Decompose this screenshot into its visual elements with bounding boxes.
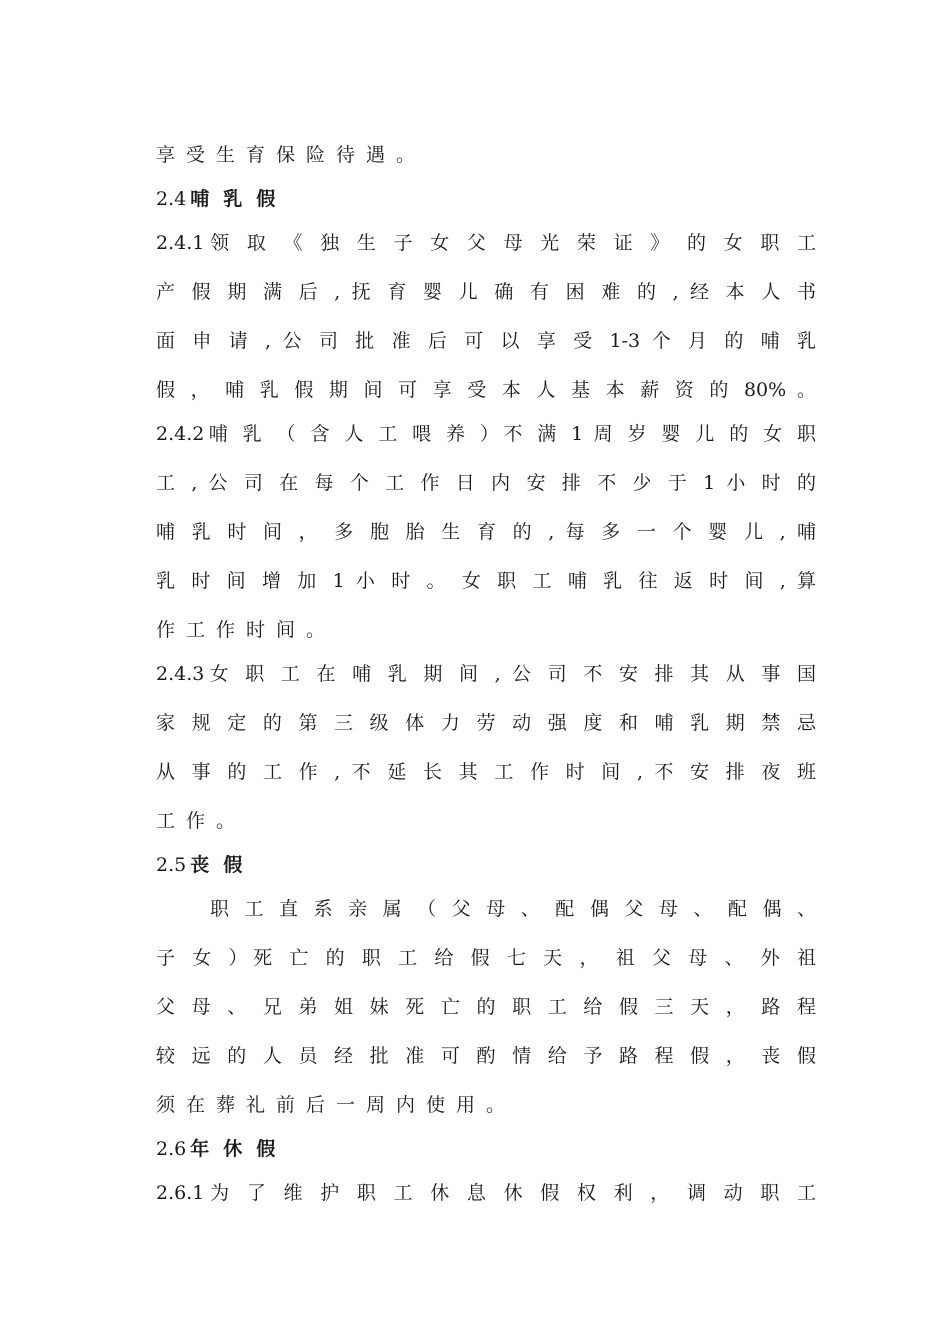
paragraph-line: 哺 乳 时 间 ， 多 胞 胎 生 育 的 , 每 多 一 个 婴 儿 , 哺 <box>156 521 816 543</box>
paragraph-line: 面 申 请 , 公 司 批 准 后 可 以 享 受 1-3 个 月 的 哺 乳 <box>156 330 816 352</box>
section-number: 2.5 <box>156 854 187 876</box>
section-heading-2-5 <box>156 853 256 877</box>
paragraph-line: 工 , 公 司 在 每 个 工 作 日 内 安 排 不 少 于 1 小 时 的 <box>156 472 816 494</box>
paragraph-line: 假 ， 哺 乳 假 期 间 可 享 受 本 人 基 本 薪 资 的 80% 。 <box>156 379 816 401</box>
paragraph-line: 较 远 的 人 员 经 批 准 可 酌 情 给 予 路 程 假 ， 丧 假 <box>156 1045 816 1067</box>
paragraph-line: 工作。 <box>156 810 247 832</box>
paragraph-line: 家 规 定 的 第 三 级 体 力 劳 动 强 度 和 哺 乳 期 禁 忌 <box>156 712 816 734</box>
paragraph-line: 2.6.1为 了 维 护 职 工 休 息 休 假 权 利 ， 调 动 职 工 <box>156 1182 816 1204</box>
paragraph-line: 作工作时间。 <box>156 619 337 641</box>
paragraph-line: 产 假 期 满 后 , 抚 育 婴 儿 确 有 困 难 的 , 经 本 人 书 <box>156 281 816 303</box>
paragraph-line: 父 母 、 兄 弟 姐 妹 死 亡 的 职 工 给 假 三 天 ， 路 程 <box>156 996 816 1018</box>
paragraph-line: 从 事 的 工 作 , 不 延 长 其 工 作 时 间 , 不 安 排 夜 班 <box>156 761 816 783</box>
paragraph-line: 2.4.2哺 乳 （ 含 人 工 喂 养 ）不 满 1 周 岁 婴 儿 的 女 职 <box>156 423 816 445</box>
paragraph-line: 职 工 直 系 亲 属 （ 父 母 、 配 偶 父 母 、 配 偶 、 <box>210 898 816 920</box>
paragraph-line: 2.4.1领 取 《 独 生 子 女 父 母 光 荣 证 》 的 女 职 工 <box>156 232 816 254</box>
section-heading-2-4 <box>156 187 289 211</box>
paragraph-line: 2.4.3女 职 工 在 哺 乳 期 间 , 公 司 不 安 排 其 从 事 国 <box>156 663 816 685</box>
section-number: 2.4 <box>156 188 187 210</box>
paragraph-line: 享受生育保险待遇。 <box>156 144 427 166</box>
paragraph-line: 须在葬礼前后一周内使用。 <box>156 1094 517 1116</box>
section-number: 2.6 <box>156 1138 187 1160</box>
section-title: 年休假 <box>190 1138 290 1160</box>
section-title: 丧假 <box>190 854 257 876</box>
section-heading-2-6 <box>156 1137 289 1161</box>
section-title: 哺乳假 <box>190 188 290 210</box>
paragraph-line: 子 女 ）死 亡 的 职 工 给 假 七 天 ， 祖 父 母 、 外 祖 <box>156 947 816 969</box>
paragraph-line: 乳 时 间 增 加 1 小 时 。 女 职 工 哺 乳 往 返 时 间 , 算 <box>156 570 816 592</box>
